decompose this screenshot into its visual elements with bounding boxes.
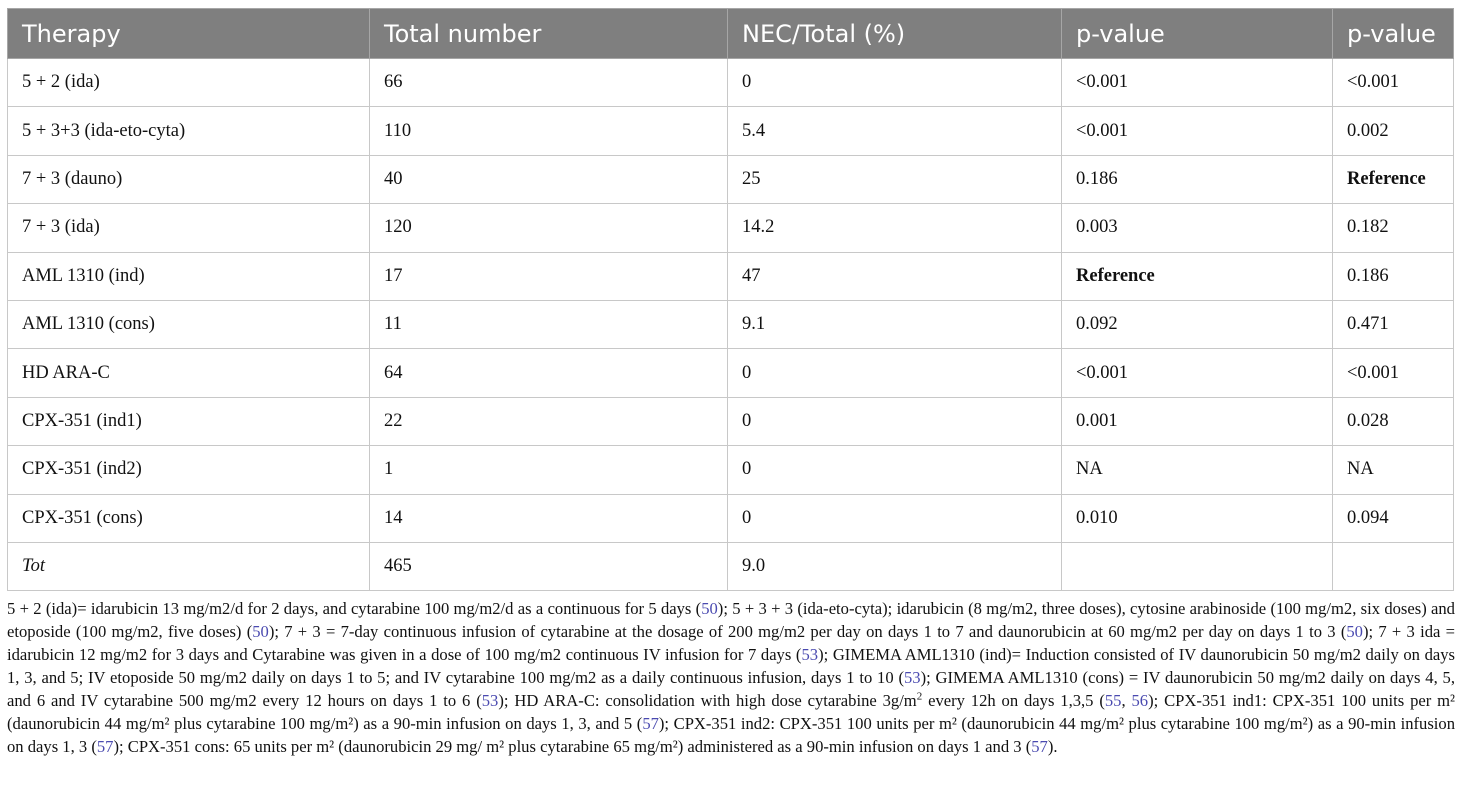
footnote-text: 5 + 2 (ida)= idarubicin 13 mg/m2/d for 2 days, and cytarabine 100 mg/m2/d as a continuous for 5 days ( xyxy=(7,599,702,618)
cell-pvalue-2: 0.471 xyxy=(1333,300,1454,348)
cell-nec: 5.4 xyxy=(728,107,1062,155)
cell-pvalue-1: 0.092 xyxy=(1062,300,1333,348)
footnote-text: ); 7 + 3 = 7-day continuous infusion of cytarabine at the dosage of 200 mg/m2 per day on days 1 to 7 and daunorubicin at 60 mg/m2 per day on days 1 to 3 ( xyxy=(268,622,1347,641)
footnote-text: ). xyxy=(1047,737,1058,756)
cell-total: 465 xyxy=(370,542,728,590)
cell-pvalue-1: <0.001 xyxy=(1062,107,1333,155)
cell-total: 66 xyxy=(370,59,728,107)
reference-link[interactable]: 53 xyxy=(904,668,921,687)
cell-pvalue-2: 0.028 xyxy=(1333,397,1454,445)
cell-total: 110 xyxy=(370,107,728,155)
cell-total: 14 xyxy=(370,494,728,542)
cell-nec: 25 xyxy=(728,155,1062,203)
header-nec-total: NEC/Total (%) xyxy=(728,9,1062,59)
cell-therapy: 5 + 3+3 (ida-eto-cyta) xyxy=(8,107,370,155)
reference-link[interactable]: 50 xyxy=(1346,622,1363,641)
cell-total: 1 xyxy=(370,446,728,494)
cell-therapy: CPX-351 (cons) xyxy=(8,494,370,542)
table-row xyxy=(8,155,1454,203)
cell-total: 11 xyxy=(370,300,728,348)
cell-nec: 9.1 xyxy=(728,300,1062,348)
table-row xyxy=(8,107,1454,155)
footnote-text: ); 7 + 3 ida = idarubicin 12 mg/m2 for 3 days and Cytarabine was given in a dose of 100 mg/m2 continuous IV infusion for 7 days ( xyxy=(7,622,1455,664)
table-row-total xyxy=(8,542,1454,590)
reference-link[interactable]: 56 xyxy=(1131,691,1149,710)
header-p-value-2: p-value xyxy=(1333,9,1454,59)
cell-pvalue-1: 0.003 xyxy=(1062,204,1333,252)
cell-therapy: AML 1310 (ind) xyxy=(8,252,370,300)
cell-pvalue-1 xyxy=(1062,542,1333,590)
cell-pvalue-2 xyxy=(1333,542,1454,590)
cell-therapy: 5 + 2 (ida) xyxy=(8,59,370,107)
table-header-row xyxy=(8,9,1454,59)
superscript: 2 xyxy=(916,690,923,703)
cell-therapy: HD ARA-C xyxy=(8,349,370,397)
cell-pvalue-2: 0.094 xyxy=(1333,494,1454,542)
footnote-text: every 12h on days 1,3,5 ( xyxy=(922,691,1105,710)
footnote-text: ); CPX-351 ind2: CPX-351 100 units per m² (daunorubicin 44 mg/m² plus cytarabine 100 mg/m²) as a 90-min infusion on days 1, 3 ( xyxy=(7,714,1455,756)
cell-pvalue-2: <0.001 xyxy=(1333,59,1454,107)
header-total-number: Total number xyxy=(370,9,728,59)
cell-therapy: AML 1310 (cons) xyxy=(8,300,370,348)
table-row xyxy=(8,300,1454,348)
cell-nec: 0 xyxy=(728,59,1062,107)
cell-therapy: CPX-351 (ind1) xyxy=(8,397,370,445)
results-table-container xyxy=(7,8,1453,591)
table-row xyxy=(8,446,1454,494)
cell-therapy-total: Tot xyxy=(8,542,370,590)
therapy-nec-table xyxy=(7,8,1454,591)
cell-total: 40 xyxy=(370,155,728,203)
cell-pvalue-1: NA xyxy=(1062,446,1333,494)
table-row xyxy=(8,59,1454,107)
cell-pvalue-2-reference: Reference xyxy=(1333,155,1454,203)
header-therapy: Therapy xyxy=(8,9,370,59)
cell-nec: 0 xyxy=(728,494,1062,542)
reference-link[interactable]: 57 xyxy=(96,737,114,756)
cell-total: 17 xyxy=(370,252,728,300)
cell-pvalue-2: 0.002 xyxy=(1333,107,1454,155)
cell-nec: 47 xyxy=(728,252,1062,300)
footnote-text: ); HD ARA-C: consolidation with high dose cytarabine 3g/m xyxy=(498,691,917,710)
cell-pvalue-2: 0.182 xyxy=(1333,204,1454,252)
cell-pvalue-1: 0.001 xyxy=(1062,397,1333,445)
cell-nec: 0 xyxy=(728,349,1062,397)
table-footnote xyxy=(7,597,1455,758)
footnote-text: ); CPX-351 cons: 65 units per m² (daunorubicin 29 mg/ m² plus cytarabine 65 mg/m²) administered as a 90-min infusion on days 1 and 3 ( xyxy=(113,737,1032,756)
cell-pvalue-2: 0.186 xyxy=(1333,252,1454,300)
reference-link[interactable]: 53 xyxy=(801,645,819,664)
table-row xyxy=(8,397,1454,445)
table-row xyxy=(8,252,1454,300)
cell-pvalue-1: <0.001 xyxy=(1062,349,1333,397)
cell-pvalue-1: 0.186 xyxy=(1062,155,1333,203)
reference-link[interactable]: 53 xyxy=(481,691,499,710)
cell-pvalue-1-reference: Reference xyxy=(1062,252,1333,300)
reference-link[interactable]: 57 xyxy=(642,714,659,733)
footnote-text: , xyxy=(1121,691,1132,710)
cell-pvalue-1: 0.010 xyxy=(1062,494,1333,542)
cell-nec: 9.0 xyxy=(728,542,1062,590)
footnote-text: ); CPX-351 ind1: CPX-351 100 units per m² (daunorubicin 44 mg/m² plus cytarabine 100 mg/m²) as a 90-min infusion on days 1, 3, and 5 ( xyxy=(7,691,1455,733)
cell-nec: 14.2 xyxy=(728,204,1062,252)
cell-pvalue-2: NA xyxy=(1333,446,1454,494)
table-row xyxy=(8,204,1454,252)
cell-pvalue-2: <0.001 xyxy=(1333,349,1454,397)
footnote-text: ); GIMEMA AML1310 (ind)= Induction consisted of IV daunorubicin 50 mg/m2 daily on days 1, 3, and 5; IV etoposide 50 mg/m2 daily on days 1 to 5; and IV cytarabine 100 mg/m2 as a daily continuous infusion, days 1 to 10 ( xyxy=(7,645,1455,687)
reference-link[interactable]: 55 xyxy=(1104,691,1122,710)
reference-link[interactable]: 50 xyxy=(701,599,718,618)
cell-pvalue-1: <0.001 xyxy=(1062,59,1333,107)
header-p-value-1: p-value xyxy=(1062,9,1333,59)
cell-nec: 0 xyxy=(728,446,1062,494)
reference-link[interactable]: 50 xyxy=(252,622,269,641)
cell-nec: 0 xyxy=(728,397,1062,445)
cell-total: 120 xyxy=(370,204,728,252)
table-row xyxy=(8,349,1454,397)
footnote-text: ); 5 + 3 + 3 (ida-eto-cyta); idarubicin (8 mg/m2, three doses), cytosine arabinoside (100 mg/m2, six doses) and etoposide (100 mg/m2, five doses) ( xyxy=(7,599,1455,641)
table-row xyxy=(8,494,1454,542)
cell-total: 22 xyxy=(370,397,728,445)
cell-therapy: 7 + 3 (dauno) xyxy=(8,155,370,203)
cell-therapy: 7 + 3 (ida) xyxy=(8,204,370,252)
footnote-text: ); GIMEMA AML1310 (cons) = IV daunorubicin 50 mg/m2 daily on days 4, 5, and 6 and IV cytarabine 500 mg/m2 every 12 hours on days 1 to 6 ( xyxy=(7,668,1456,710)
cell-therapy: CPX-351 (ind2) xyxy=(8,446,370,494)
reference-link[interactable]: 57 xyxy=(1031,737,1048,756)
cell-total: 64 xyxy=(370,349,728,397)
